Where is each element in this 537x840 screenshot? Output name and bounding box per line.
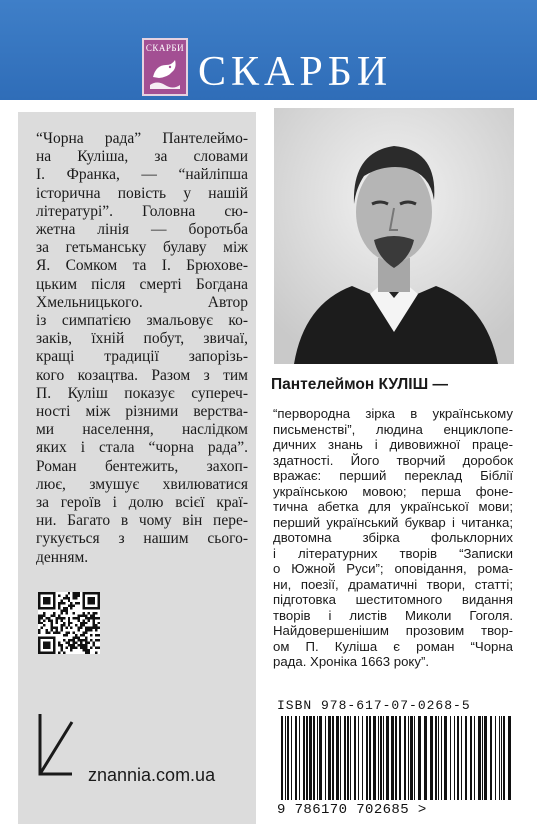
bio-line: українською мовою; перша фоне- bbox=[273, 483, 513, 499]
series-title: СКАРБИ bbox=[198, 49, 393, 95]
bio-line: ом П. Куліша є роман “Чорна bbox=[273, 638, 513, 654]
description-line: за героїв і долю всієї краї- bbox=[36, 494, 248, 512]
description-line: гукується з нашим сього- bbox=[36, 530, 248, 548]
bio-line: “первородна зірка в українському bbox=[273, 406, 513, 421]
description-line: історична повість у нашій bbox=[36, 184, 248, 202]
book-description bbox=[36, 130, 248, 567]
description-line: яких і стала “чорна рада”. bbox=[36, 439, 248, 457]
description-line: жетна лінія — боротьба bbox=[36, 221, 248, 239]
bio-line: дичних знань і дивовижної праце- bbox=[273, 437, 513, 452]
description-line: Я. Сомком та І. Брюхове- bbox=[36, 257, 248, 275]
bio-line: тична абетка для української мови; bbox=[273, 499, 513, 514]
description-line: Хмельницького. Автор bbox=[36, 293, 248, 311]
description-line: кого козацтва. Разом з тим bbox=[36, 366, 248, 384]
series-logo bbox=[142, 38, 188, 96]
description-line: Роман бентежить, захоп- bbox=[36, 457, 248, 475]
description-line: на Куліша, за словами bbox=[36, 148, 248, 166]
description-line: за гетьманську булаву між bbox=[36, 239, 248, 257]
description-line: із симпатією змальовує ко- bbox=[36, 312, 248, 330]
author-bio bbox=[273, 406, 513, 670]
qr-code-icon[interactable] bbox=[38, 592, 100, 654]
bio-line: перший український буквар і читанка; bbox=[273, 514, 513, 530]
description-line: П. Куліш показує супереч- bbox=[36, 384, 248, 402]
description-line: “Чорна рада” Пантелеймо- bbox=[36, 130, 248, 147]
bio-line: здатності. Його творчий доробок bbox=[273, 452, 513, 468]
bio-line: творів і листів Миколи Гоголя. bbox=[273, 607, 513, 623]
bio-line: і літературних творів “Записки bbox=[273, 545, 513, 561]
bio-line: двотомна збірка фольклорних bbox=[273, 530, 513, 545]
description-line: ності між різними верства- bbox=[36, 403, 248, 421]
bio-line: підготовка шеститомного видання bbox=[273, 592, 513, 607]
author-heading: Пантелеймон КУЛІШ — bbox=[271, 376, 448, 393]
publisher-website[interactable]: znannia.com.ua bbox=[88, 765, 216, 785]
bio-line: вражає: перший переклад Біблії bbox=[273, 468, 513, 483]
series-header bbox=[0, 0, 537, 100]
publisher-logo-icon bbox=[36, 708, 76, 780]
description-line: лює, змушує хвилюватися bbox=[36, 475, 248, 493]
bio-line: рада. Хроніка 1663 року”. bbox=[273, 654, 429, 669]
author-portrait bbox=[274, 108, 514, 364]
description-line: ни. Багато в чому він пере- bbox=[36, 512, 248, 530]
description-line: кращі традиції запорізь- bbox=[36, 348, 248, 366]
description-line: денням. bbox=[36, 548, 89, 566]
bird-on-wave-icon bbox=[148, 55, 182, 91]
description-line: цьким після смерті Богдана bbox=[36, 275, 248, 293]
description-line: літературі”. Головна сю- bbox=[36, 202, 248, 220]
description-line: ми населення, наслідком bbox=[36, 421, 248, 439]
bio-line: ни, поезії, драматичні твори, статті; bbox=[273, 576, 513, 592]
bio-line: письменстві”, людина енциклопе- bbox=[273, 421, 513, 437]
isbn-text: ISBN 978-617-07-0268-5 bbox=[277, 698, 471, 713]
barcode-digits: 9 786170 702685 > bbox=[277, 802, 427, 818]
bio-line: о Южной Руси”; оповідання, рома- bbox=[273, 561, 513, 576]
bio-line: Найдовершенішим прозовим твор- bbox=[273, 623, 513, 638]
description-line: заків, їхній побут, звичаї, bbox=[36, 330, 248, 348]
description-line: І. Франка, — “найліпша bbox=[36, 166, 248, 184]
series-logo-text: СКАРБИ bbox=[145, 43, 185, 53]
barcode-icon bbox=[279, 716, 515, 800]
isbn-barcode-block bbox=[275, 696, 519, 828]
